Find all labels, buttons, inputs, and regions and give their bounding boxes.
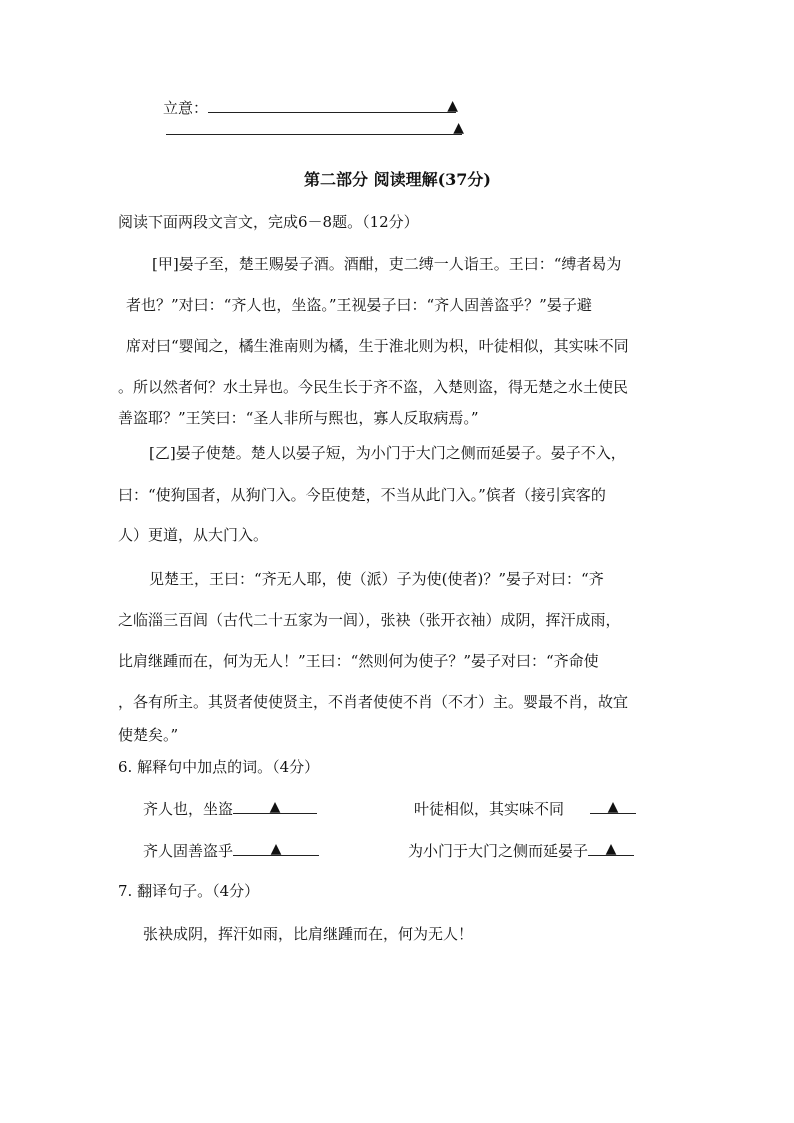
- passage-b-line: 之临淄三百闾（古代二十五家为一闾），张袂（张开衣袖）成阴，挥汗成雨，: [118, 611, 621, 629]
- q6-item: [143, 841, 319, 861]
- passage-b-line: 曰：“使狗国者，从狗门入。今臣使楚，不当从此门入。”傧者（接引宾客的: [118, 486, 606, 504]
- liyi-line-2: [166, 120, 462, 140]
- passage-b-line: 比肩继踵而在，何为无人！”王曰：“然则何为使子？”晏子对曰：“齐命使: [118, 652, 599, 670]
- passage-a-line: [甲]晏子至，楚王赐晏子酒。酒酣，吏二缚一人诣王。王曰：“缚者曷为: [152, 255, 622, 273]
- passage-b-line: ，各有所主。其贤者使使贤主，不肖者使使不肖（不才）主。婴最不肖，故宜: [118, 693, 629, 711]
- triangle-icon: ▲: [605, 841, 617, 857]
- liyi-label: 立意：: [163, 99, 209, 117]
- q6-item: [408, 841, 634, 861]
- passage-a-line: 者也？”对曰：“齐人也，坐盗。”王视晏子曰：“齐人固善盗乎？”晏子避: [126, 296, 592, 314]
- q6-prompt: 6. 解释句中加点的词。（4分）: [118, 758, 320, 776]
- liyi-blank-2[interactable]: [166, 120, 462, 135]
- liyi-line: [163, 98, 459, 118]
- passage-b-line: 人）更道，从大门入。: [118, 526, 269, 544]
- passage-b-line: 见楚王，王曰：“齐无人耶，使（派）子为使(使者)？”晏子对曰：“齐: [149, 570, 604, 588]
- q6-answer-blank[interactable]: [233, 841, 319, 856]
- q6-item: [143, 799, 317, 819]
- triangle-icon: ▲: [269, 799, 281, 815]
- liyi-blank-1[interactable]: [208, 98, 459, 114]
- q6-answer-blank[interactable]: [588, 841, 634, 856]
- q6-item-text: 齐人固善盗乎: [143, 842, 234, 860]
- q7-sentence: 张袂成阴，挥汗如雨，比肩继踵而在，何为无人！: [143, 925, 474, 943]
- triangle-icon: ▲: [453, 120, 464, 136]
- q6-item-text: 叶徒相似，其实味不同: [414, 800, 565, 818]
- triangle-icon: ▲: [270, 841, 282, 857]
- q6-item-text: 齐人也，坐盗: [143, 800, 234, 818]
- passage-b-line: [乙]晏子使楚。楚人以晏子短，为小门于大门之侧而延晏子。晏子不入，: [149, 444, 626, 462]
- q6-item: [414, 799, 636, 819]
- passage-a-line: 席对曰“婴闻之，橘生淮南则为橘，生于淮北则为枳，叶徒相似，其实味不同: [126, 337, 629, 355]
- instruction: 阅读下面两段文言文，完成6－8题。（12分）: [118, 213, 419, 231]
- passage-a-line: 。所以然者何？水土异也。今民生长于齐不盗，入楚则盗，得无楚之水土使民: [118, 378, 629, 396]
- q6-answer-blank[interactable]: [233, 799, 317, 814]
- section-title: 第二部分 阅读理解(37分): [304, 170, 491, 189]
- passage-a-line: 善盗耶？”王笑曰：“圣人非所与熙也，寡人反取病焉。”: [118, 409, 479, 427]
- q6-item-text: 为小门于大门之侧而延晏子: [408, 842, 589, 860]
- triangle-icon: ▲: [607, 799, 619, 815]
- q6-answer-blank[interactable]: [590, 799, 636, 814]
- q7-prompt: 7. 翻译句子。（4分）: [118, 882, 260, 900]
- triangle-icon: ▲: [447, 98, 459, 114]
- passage-b-line: 使楚矣。”: [118, 726, 179, 744]
